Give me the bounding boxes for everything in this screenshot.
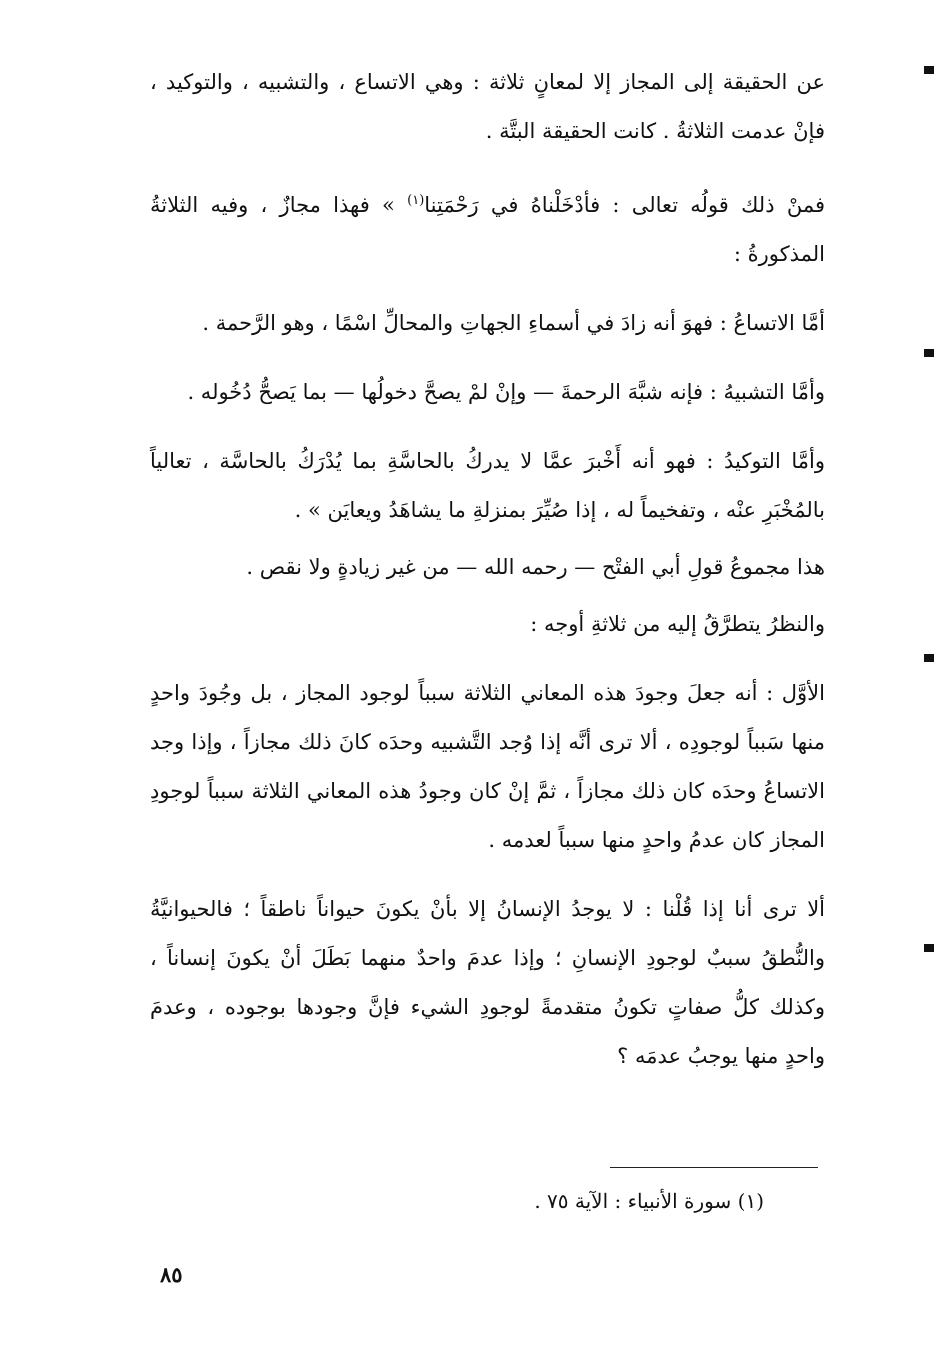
paragraph-6: هذا مجموعُ قولِ أبي الفتْح — رحمه الله — من غير زيادةٍ ولا نقص . [246,555,825,579]
paragraph-2 [150,176,825,279]
paragraph-3: أمَّا الاتساعُ : فهوَ أنه زادَ في أسماءِ الجهاتِ والمحالِّ اسْمًا ، وهو الرَّحمة . [202,311,825,335]
paragraph-9: ألا ترى أنا إذا قُلْنا : لا يوجدُ الإنسانُ إلا بأنْ يكونَ حيواناً ناطقاً ؛ فالحيوانيَّةُ والنُّطقُ سببٌ لوجودِ الإنسانِ ؛ وإذا عدمَ واحدٌ منهما بَطَلَ أنْ يكونَ إنساناً ، وكذلك كلُّ صفاتٍ تكونُ متقدمةً لوجودِ الشيء فإنَّ وجودها بوجوده ، وعدمَ واحدٍ منها يوجبُ عدمَه ؟ [150,897,825,1068]
footnote-ref: (١) [407,193,425,208]
paragraph-5: وأمَّا التوكيدُ : فهو أنه أَخْبرَ عمَّا لا يدركُ بالحاسَّةِ بما يُدْرَكُ بالحاسَّة ، تعالياً بالمُخْبَرِ عنْه ، وتفخيماً له ، إذا صُيِّرَ بمنزلةِ ما يشاهَدُ ويعايَن » . [150,449,825,522]
quote-tail: » فهذا مجازٌ ، وفيه الثلاثةُ المذكورةُ : [150,193,825,266]
margin-mark [924,944,934,952]
paragraph-7: والنظرُ يتطرَّقُ إليه من ثلاثةِ أوجه : [530,612,825,636]
margin-mark [924,654,934,662]
paragraph-8: الأوَّل : أنه جعلَ وجودَ هذه المعاني الثلاثة سبباً لوجود المجاز ، بل وجُودَ واحدٍ منها سَبباً لوجودِه ، ألا ترى أنَّه إذا وُجد التَّشبيه وحدَه كانَ ذلك مجازاً ، وإذا وجد الاتساعُ وحدَه كان ذلك مجازاً ، ثمَّ إنْ كان وجودُ هذه المعاني الثلاثة سبباً لوجودِ المجاز كان عدمُ واحدٍ منها سبباً لعدمه . [150,681,825,852]
margin-mark [924,66,934,74]
page-number: ٨٥ [160,1262,183,1287]
paragraph-4: وأمَّا التشبيهُ : فإنه شبَّهَ الرحمةَ — وإنْ لمْ يصحَّ دخولُها — بما يَصحُّ دُخُوله . [187,380,825,404]
quran-quote: فمنْ ذلك قولُه تعالى : فأدْخَلْناهُ في رَحْمَتِنا [424,193,825,217]
margin-mark [924,349,934,357]
footnote-divider [610,1167,818,1168]
main-text [150,58,825,1101]
footnote: (١) سورة الأنبياء : الآية ٧٥ . [534,1189,764,1213]
paragraph-1: عن الحقيقة إلى المجاز إلا لمعانٍ ثلاثة : وهي الاتساع ، والتشبيه ، والتوكيد ، فإنْ عدمت الثلاثةُ . كانت الحقيقة البتَّة . [150,70,825,143]
